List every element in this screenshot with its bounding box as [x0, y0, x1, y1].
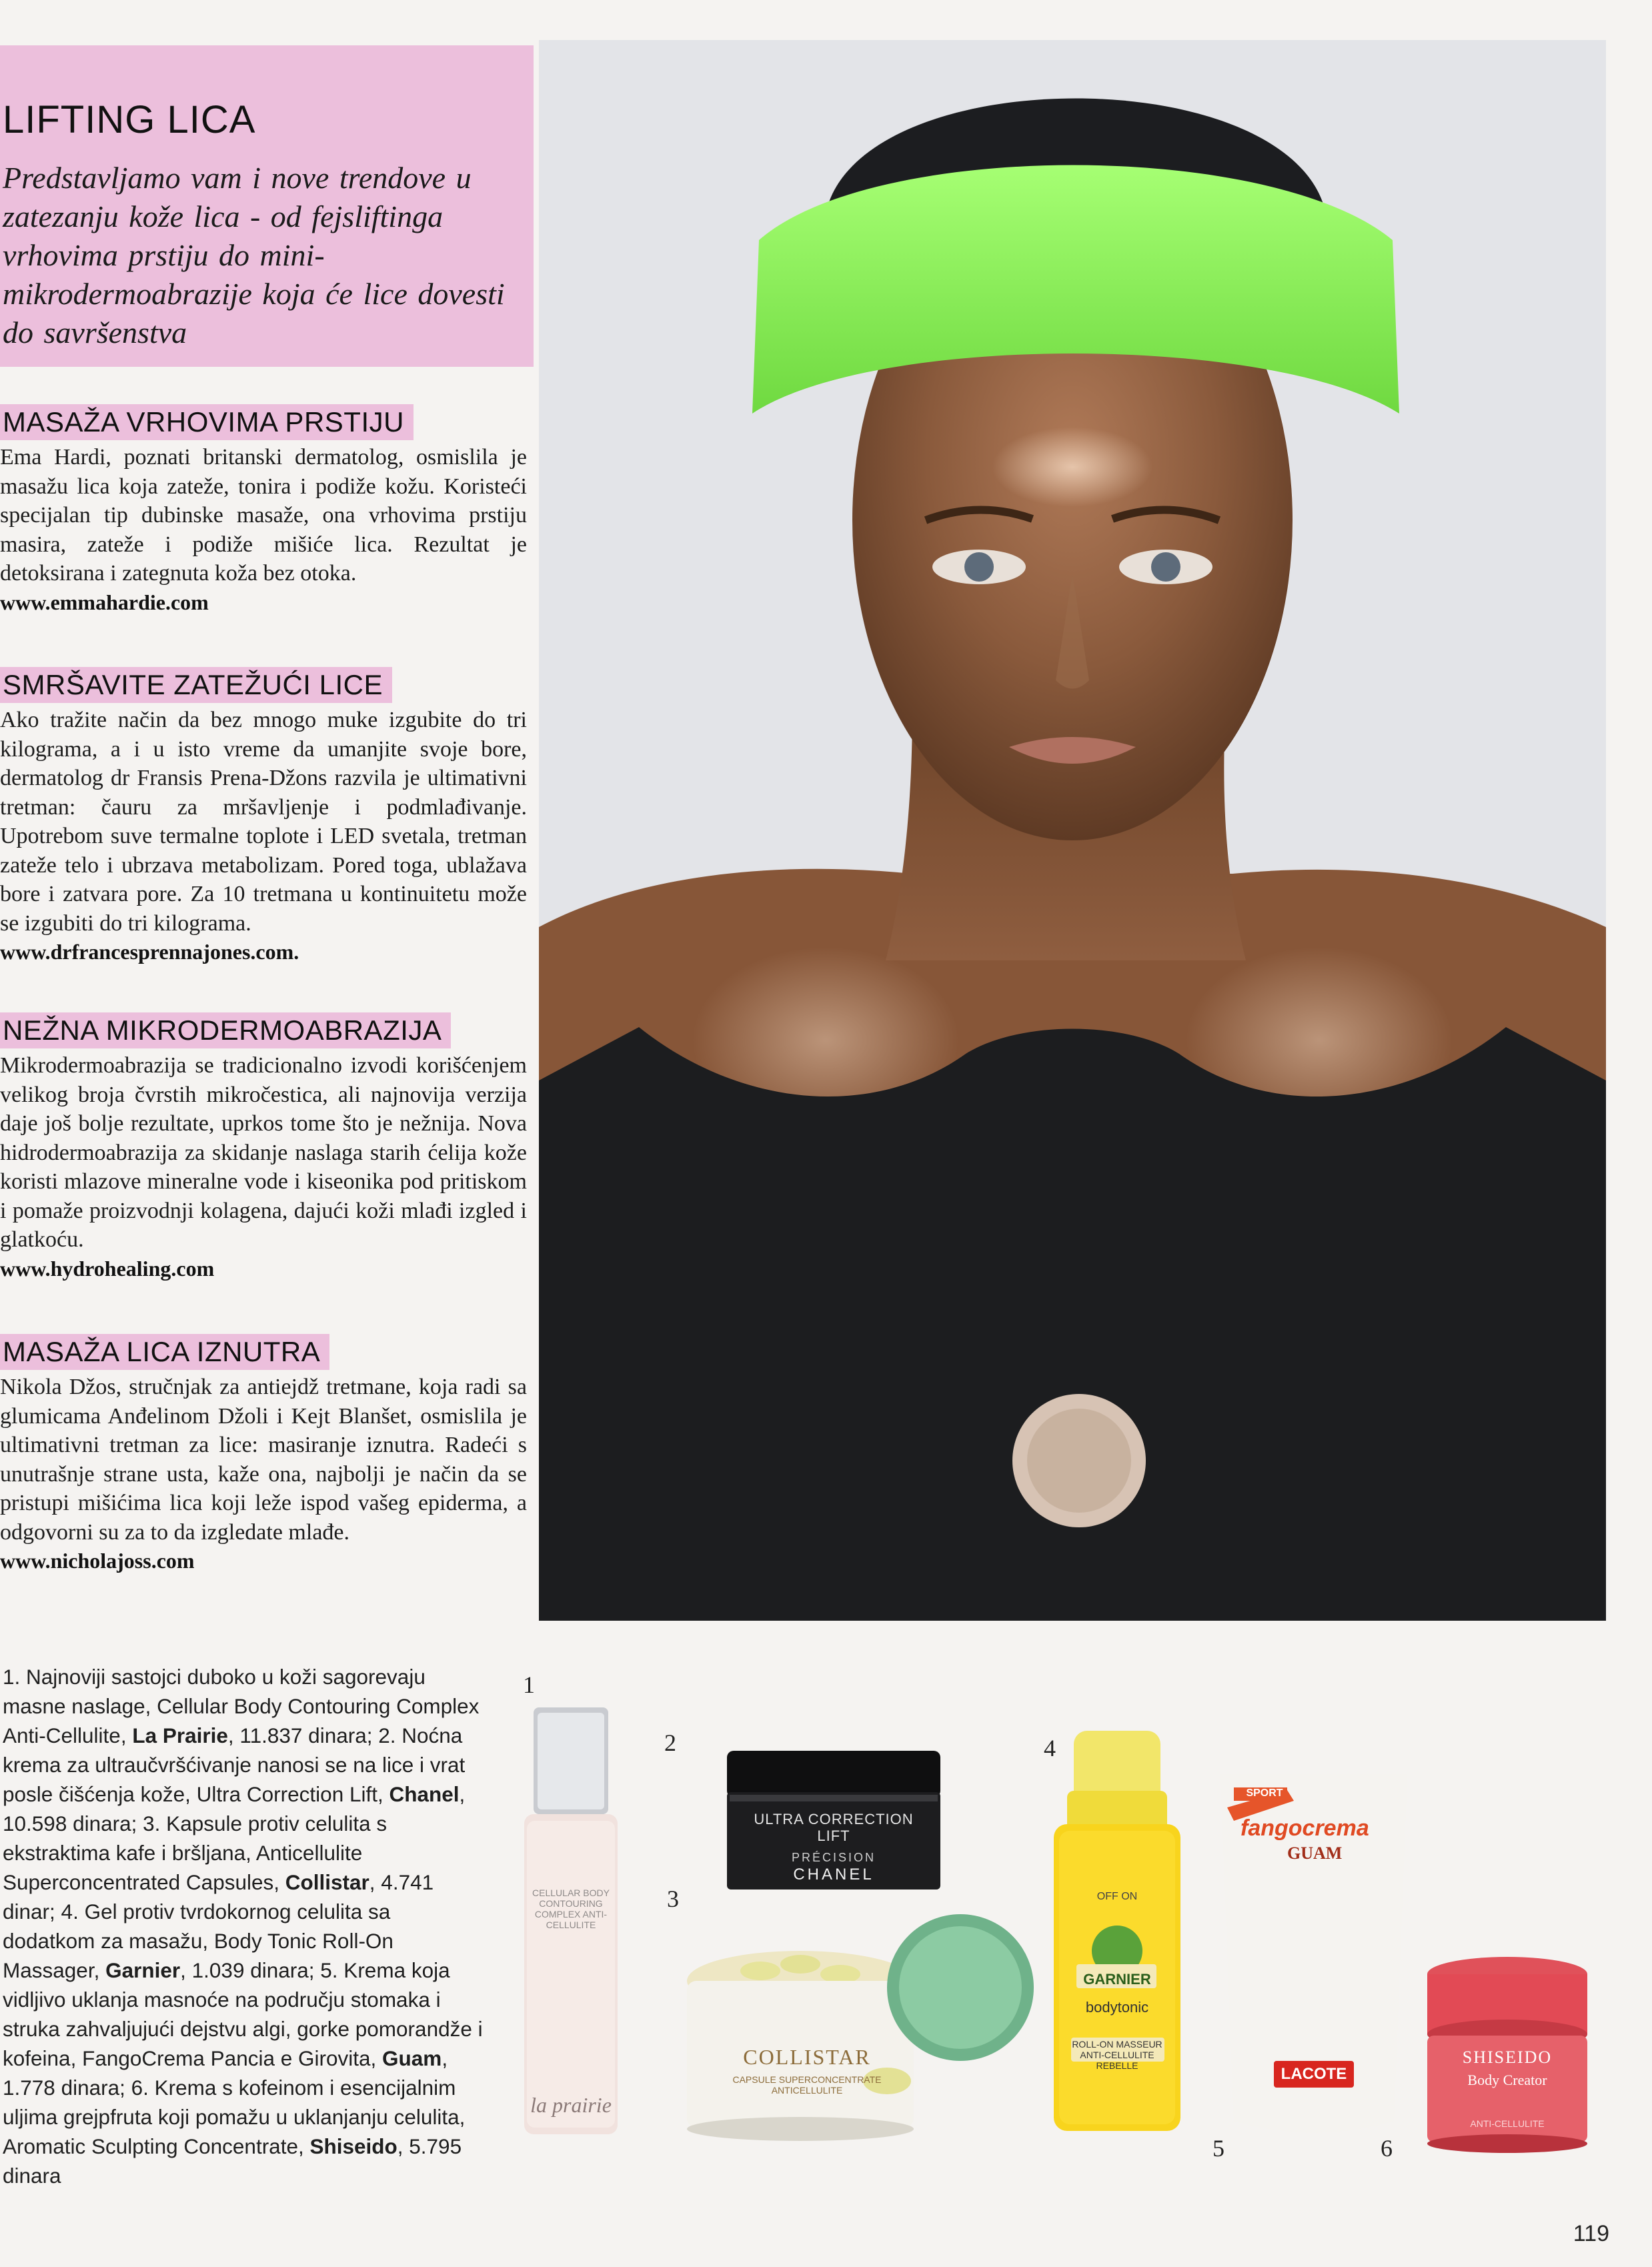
caption-text: , 4.741 dinar; 4. Gel protiv tvrdokornog celulita sa dodatkom za masažu, Body Tonic Roll-On Massager,	[3, 1870, 434, 1982]
section-heading: MASAŽA VRHOVIMA PRSTIJU	[0, 404, 414, 440]
page-number: 119	[1573, 2221, 1609, 2246]
guam-sport: SPORT	[1246, 1787, 1283, 1799]
brand-collistar: Collistar	[285, 1870, 369, 1894]
section-url[interactable]: www.emmahardie.com	[0, 590, 209, 614]
collistar-jar-icon	[667, 1914, 1040, 2141]
product-number-4: 4	[1044, 1735, 1056, 1761]
section-inner-face-massage	[0, 1334, 527, 1575]
section-body: Ema Hardi, poznati britanski dermatolog, osmislila je masažu lica koja zateže, tonira i podiže kožu. Koristeći specijalan tip dubinske masaže, ona vrhovima prstiju masira, zateže i podiže mišiće lica. Rezultat je detoksirana i zategnuta koža bez otoka.	[0, 445, 527, 586]
product-caption	[3, 1662, 483, 2190]
brand-la-prairie: La Prairie	[132, 1723, 228, 1747]
shiseido-line: Body Creator	[1467, 2072, 1547, 2088]
section-body: Ako tražite način da bez mnogo muke izgubite do tri kilograma, a i u isto vreme da umanjite svoje bore, dermatolog dr Fransis Prena-Džons razvila je ultimativni tretman: čauru za mršavljenje i podmlađivanje. Upotrebom suve termalne toplote i LED svetala, tretman zateže telo i ubrzava metabolizam. Pored toga, ublažava bore i zatvara pore. Za 10 tretmana u kontinuitetu može se izgubiti do tri kilograma.	[0, 708, 527, 936]
product-la-prairie	[511, 1707, 631, 2141]
section-microdermabrasion	[0, 1012, 527, 1283]
garnier-tube-icon	[1040, 1731, 1194, 2138]
brand-shiseido: Shiseido	[309, 2134, 397, 2158]
shiseido-sub: ANTI-CELLULITE	[1470, 2118, 1545, 2129]
garnier-brand: GARNIER	[1083, 1971, 1151, 1988]
brand-guam: Guam	[382, 2046, 442, 2070]
section-url[interactable]: www.hydrohealing.com	[0, 1256, 215, 1281]
garnier-cap: OFF ON	[1096, 1891, 1138, 1902]
title-block	[0, 45, 534, 367]
chanel-line2: LIFT	[817, 1827, 850, 1844]
shiseido-brand: SHISEIDO	[1462, 2048, 1553, 2067]
section-heading: SMRŠAVITE ZATEŽUĆI LICE	[0, 667, 392, 703]
collistar-sub: CAPSULE SUPERCONCENTRATE ANTICELLULITE	[732, 2074, 882, 2096]
section-url[interactable]: www.drfrancesprennajones.com.	[0, 940, 299, 964]
product-number-5: 5	[1212, 2135, 1224, 2162]
brand-garnier: Garnier	[105, 1958, 181, 1982]
collistar-brand: COLLISTAR	[743, 2045, 871, 2069]
section-heading: MASAŽA LICA IZNUTRA	[0, 1334, 329, 1370]
garnier-desc: ROLL-ON MASSEUR ANTI-CELLULITE REBELLE	[1072, 2039, 1162, 2071]
section-body: Mikrodermoabrazija se tradicionalno izvodi korišćenjem velikog broja čvrstih mikročestica, ali najnovija verzija daje još bolje rezultate, uprkos tome što je nežnija. Nova hidrodermoabrazija za skidanje naslaga starih ćelija kože koristi mlazove mineralne vode i kiseonika pod pritiskom i pomaže proizvodnji kolagena, dajući koži mlađi izgled i glatkoću.	[0, 1053, 527, 1252]
section-body: Nikola Džos, stručnjak za antiejdž tretmane, koja radi sa glumicama Anđelinom Džoli i Kejt Blanšet, osmislila je ultimativni tretman za lice: masiranje iznutra. Radeći s unutrašnje strane usta, kaže ona, najbolji je način da se pristupi mišićima lica koji leže ispod vašeg epiderma, a odgovorni su za to da izgledate mlađe.	[0, 1375, 527, 1545]
product-number-1: 1	[523, 1671, 535, 1698]
product-number-2: 2	[664, 1729, 676, 1756]
chanel-precision: PRÉCISION	[791, 1851, 876, 1864]
page-title: LIFTING LICA	[3, 98, 256, 141]
product-shiseido	[1421, 1954, 1594, 2154]
intro-text: Predstavljamo vam i nove trendove u zatezanju kože lica - od fejsliftinga vrhovima prstiju do mini-mikrodermoabrazije koja će lice dovesti do savršenstva	[3, 161, 505, 349]
guam-brand: fangocrema	[1241, 1815, 1369, 1841]
product-collistar	[667, 1914, 1040, 2141]
product-number-6: 6	[1381, 2135, 1393, 2162]
chanel-line1: ULTRA CORRECTION	[754, 1811, 914, 1827]
chanel-brand: CHANEL	[793, 1865, 874, 1883]
caption-text: , 11.837 dinara; 2. Noćna krema za ultraučvršćivanje nanosi se na lice i vrat posle čišćenja kože, Ultra Correction Lift,	[3, 1723, 466, 1806]
la-prairie-text: CELLULAR BODY CONTOURING COMPLEX ANTI-CELLULITE	[532, 1887, 610, 1930]
product-garnier	[1040, 1731, 1194, 2138]
section-fingertip-massage	[0, 404, 527, 616]
caption-text: , 1.039 dinara; 5. Krema koja vidljivo uklanja masnoće na području stomaka i struka zahvaljujući dejstvu algi, gorke pomorandže i kofeina, FangoCrema Pancia e Girovita,	[3, 1958, 483, 2070]
model-illustration	[539, 40, 1606, 1621]
garnier-line: bodytonic	[1085, 1999, 1149, 2016]
la-prairie-label: la prairie	[530, 2093, 612, 2117]
section-slimming	[0, 667, 527, 966]
guam-sub: GUAM	[1287, 1843, 1343, 1863]
section-heading: NEŽNA MIKRODERMOABRAZIJA	[0, 1012, 451, 1048]
section-url[interactable]: www.nicholajoss.com	[0, 1549, 195, 1573]
model-photo	[539, 40, 1606, 1621]
caption-text: , 1.778 dinara; 6. Krema s kofeinom i esencijalnim uljima grejpfruta koji pomažu u uklanjanju celulita, Aromatic Sculpting Concentrate,	[3, 2046, 466, 2158]
product-number-3: 3	[667, 1885, 679, 1912]
product-chanel	[720, 1751, 947, 1891]
caption-text: , 10.598 dinara; 3. Kapsule protiv celulita s ekstraktima kafe i bršljana, Anticellulite Superconcentrated Capsules,	[3, 1782, 466, 1894]
brand-chanel: Chanel	[389, 1782, 460, 1806]
product-guam	[1214, 1774, 1414, 2148]
caption-text: , 5.795 dinara	[3, 2134, 462, 2188]
caption-text: 1. Najnoviji sastojci duboko u koži sagorevaju masne naslage, Cellular Body Contouring Complex Anti-Cellulite,	[3, 1665, 480, 1747]
guam-lacote: LACOTE	[1281, 2065, 1347, 2083]
